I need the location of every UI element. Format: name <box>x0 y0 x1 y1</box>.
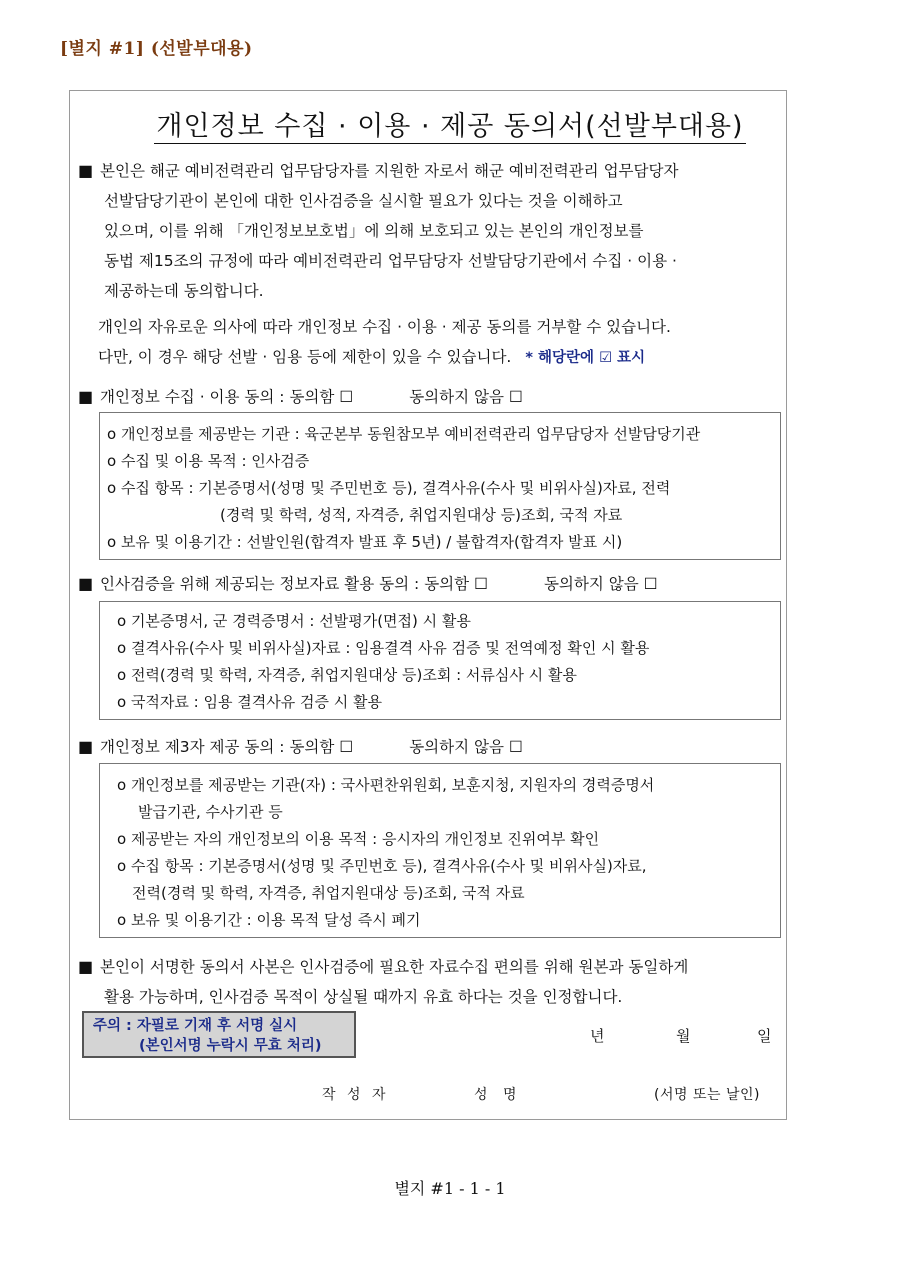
name-field[interactable]: 성 명 <box>474 1087 517 1103</box>
list-item: o 제공받는 자의 개인정보의 이용 목적 : 응시자의 개인정보 진위여부 확인 <box>117 830 600 848</box>
intro-paragraph: ■ 본인은 해군 예비전력관리 업무담당자를 지원한 자로서 해군 예비전력관리 업무담당자 선발담당기관이 본인에 대한 인사검증을 실시할 필요가 있다는 것을 이해하고 있으며, 이를 위해 「개인정보보호법」에 의해 보호되고 있는 본인의 개인정보를 동법 제15조의 규정에 따라 예비전력관리 업무담당자 선발담당기관에서 수집 · 이용 · 제공하는데 동의합니다. <box>78 156 778 306</box>
writer-label: 작 성 자 <box>322 1087 386 1103</box>
list-item: 발급기관, 수사기관 등 <box>138 803 283 821</box>
list-item: o 수집 항목 : 기본증명서(성명 및 주민번호 등), 결격사유(수사 및 비위사실)자료, 전력 <box>107 479 671 497</box>
square-bullet-icon: ■ <box>78 161 94 180</box>
section1-agree-checkbox[interactable]: 개인정보 수집 · 이용 동의 : 동의함 ☐ <box>100 388 354 406</box>
page-number: 별지 #1 - 1 - 1 <box>394 1179 506 1198</box>
list-item: o 보유 및 이용기간 : 선발인원(합격자 발표 후 5년) / 불합격자(합격자 발표 시) <box>107 533 623 551</box>
list-item: (경력 및 학력, 성적, 자격증, 취업지원대상 등)조회, 국적 자료 <box>220 506 623 524</box>
check-mark-note: * 해당란에 ☑ 표시 <box>525 350 646 366</box>
date-year-field[interactable]: 년 <box>590 1027 605 1045</box>
list-item: o 결격사유(수사 및 비위사실)자료 : 임용결격 사유 검증 및 전역예정 확인 시 활용 <box>117 639 650 657</box>
section1-heading <box>78 384 523 410</box>
section2-disagree-checkbox[interactable]: 동의하지 않음 ☐ <box>543 575 658 593</box>
list-item: 전력(경력 및 학력, 자격증, 취업지원대상 등)조회, 국적 자료 <box>132 884 525 902</box>
list-item: o 수집 및 이용 목적 : 인사검증 <box>107 452 310 470</box>
document-title: 개인정보 수집 · 이용 · 제공 동의서(선발부대용) <box>156 111 744 142</box>
list-item: o 개인정보를 제공받는 기관 : 육군본부 동원참모부 예비전력관리 업무담당자 선발담당기관 <box>107 425 701 443</box>
date-day-field[interactable]: 일 <box>757 1027 772 1045</box>
refusal-paragraph: 개인의 자유로운 의사에 따라 개인정보 수집 · 이용 · 제공 동의를 거부할 수 있습니다. 다만, 이 경우 해당 선발 · 임용 등에 제한이 있을 수 있습니다. * 해당란에 ☑ 표시 <box>98 318 671 366</box>
section1-disagree-checkbox[interactable]: 동의하지 않음 ☐ <box>409 388 523 406</box>
list-item: o 국적자료 : 임용 결격사유 검증 시 활용 <box>117 693 382 711</box>
section3-heading <box>78 734 523 760</box>
list-item: o 수집 항목 : 기본증명서(성명 및 주민번호 등), 결격사유(수사 및 비위사실)자료, <box>117 857 647 875</box>
square-bullet-icon: ■ <box>78 957 94 976</box>
section2-details-box <box>99 601 781 720</box>
section2-heading <box>78 571 658 597</box>
list-item: o 기본증명서, 군 경력증명서 : 선발평가(면접) 시 활용 <box>117 612 471 630</box>
square-bullet-icon: ■ <box>78 737 94 756</box>
date-month-field[interactable]: 월 <box>676 1027 691 1045</box>
section2-agree-checkbox[interactable]: 인사검증을 위해 제공되는 정보자료 활용 동의 : 동의함 ☐ <box>100 575 488 593</box>
caution-box: 주의 : 자필로 기재 후 서명 실시 (본인서명 누락시 무효 처리) <box>82 1011 356 1058</box>
section3-details-box <box>99 763 781 938</box>
signature-field[interactable]: (서명 또는 날인) <box>654 1087 760 1103</box>
list-item: o 보유 및 이용기간 : 이용 목적 달성 즉시 폐기 <box>117 911 421 929</box>
final-statement: ■ 본인이 서명한 동의서 사본은 인사검증에 필요한 자료수집 편의를 위해 원본과 동일하게 활용 가능하며, 인사검증 목적이 상실될 때까지 유효 하다는 것을 인정합니다. <box>78 952 778 1012</box>
section3-disagree-checkbox[interactable]: 동의하지 않음 ☐ <box>409 738 523 756</box>
section3-agree-checkbox[interactable]: 개인정보 제3자 제공 동의 : 동의함 ☐ <box>100 738 354 756</box>
attachment-label: [별지 #1] (선발부대용) <box>60 39 253 59</box>
section1-details-box <box>99 412 781 560</box>
list-item: o 개인정보를 제공받는 기관(자) : 국사편찬위원회, 보훈지청, 지원자의 경력증명서 <box>117 776 655 794</box>
list-item: o 전력(경력 및 학력, 자격증, 취업지원대상 등)조회 : 서류심사 시 활용 <box>117 666 577 684</box>
square-bullet-icon: ■ <box>78 574 94 593</box>
square-bullet-icon: ■ <box>78 387 94 406</box>
